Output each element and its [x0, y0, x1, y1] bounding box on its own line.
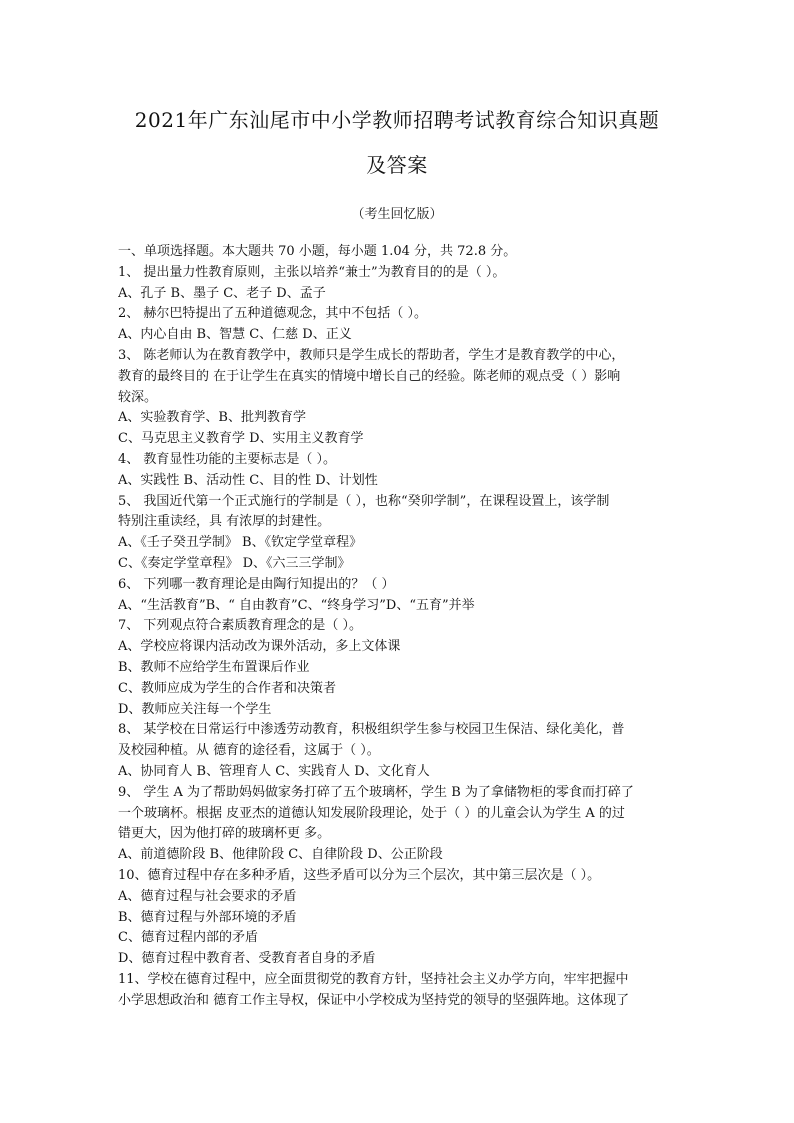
text-line: C、《奏定学堂章程》 D、《六三三学制》 [118, 555, 351, 571]
text-line: A、孔子 B、墨子 C、老子 D、孟子 [118, 285, 326, 301]
question-text-body [118, 242, 688, 1011]
text-line: C、马克思主义教育学 D、实用主义教育学 [118, 431, 364, 447]
text-line: 7、 下列观点符合素质教育理念的是（ ）。 [118, 618, 363, 634]
text-line: A、《壬子癸丑学制》 B、《钦定学堂章程》 [118, 535, 363, 551]
text-line: C、德育过程内部的矛盾 [118, 930, 258, 946]
text-line: 10、德育过程中存在多种矛盾，这些矛盾可以分为三个层次，其中第三层次是（ ）。 [118, 867, 601, 883]
text-line: B、德育过程与外部环境的矛盾 [118, 909, 297, 925]
text-line: 错更大，因为他打碎的玻璃杯更 多。 [118, 826, 331, 842]
text-line: A、内心自由 B、智慧 C、仁慈 D、正义 [118, 327, 352, 343]
text-line: 11、学校在德育过程中，应全面贯彻党的教育方针，坚持社会主义办学方向，牢牢把握中 [118, 971, 629, 987]
text-line: 6、 下列哪一教育理论是由陶行知提出的？（ ） [118, 576, 395, 592]
text-line: A、“生活教育”B、“ 自由教育”C、“终身学习”D、“五育”并举 [118, 597, 475, 613]
document-title-line-2: 及答案 [366, 153, 428, 177]
text-line: D、德育过程中教育者、受教育者自身的矛盾 [118, 951, 376, 967]
text-line: A、德育过程与社会要求的矛盾 [118, 888, 297, 904]
text-line: A、实践性 B、活动性 C、目的性 D、计划性 [118, 472, 378, 488]
text-line: 3、 陈老师认为在教育教学中，教师只是学生成长的帮助者，学生才是教育教学的中心， [118, 347, 625, 363]
text-line: 及校园种植。从 德育的途径看，这属于（ ）。 [118, 743, 380, 759]
text-line: C、教师应成为学生的合作者和决策者 [118, 680, 336, 696]
text-line: 教育的最终目的 在于让学生在真实的情境中增长自己的经验。陈老师的观点受（ ）影响 [118, 368, 621, 384]
text-line: 1、 提出量力性教育原则，主张以培养“兼士”为教育目的的是（ ）。 [118, 264, 506, 280]
text-line: 一个玻璃杯。根据 皮亚杰的道德认知发展阶段理论，处于（ ）的儿童会认为学生 A 的过 [118, 805, 625, 821]
document-subtitle: （考生回忆版） [351, 207, 443, 222]
text-line: 特别注重读经，具 有浓厚的封建性。 [118, 514, 331, 530]
text-line: A、实验教育学、B、批判教育学 [118, 410, 306, 426]
text-line: 4、 教育显性功能的主要标志是（ ）。 [118, 451, 337, 467]
text-line: 小学思想政治和 德育工作主导权，保证中小学校成为坚持党的领导的坚强阵地。这体现了 [118, 992, 630, 1008]
section-heading: 一、单项选择题。本大题共 70 小题，每小题 1.04 分，共 72.8 分。 [118, 244, 517, 259]
document-title-line-1: 2021年广东汕尾市中小学教师招聘考试教育综合知识真题 [134, 108, 660, 132]
text-line: 2、 赫尔巴特提出了五种道德观念，其中不包括（ ）。 [118, 306, 428, 322]
text-line: B、教师不应给学生布置课后作业 [118, 659, 310, 675]
text-line: 9、 学生 A 为了帮助妈妈做家务打碎了五个玻璃杯，学生 B 为了拿储物柜的零食而打碎了 [118, 784, 634, 800]
text-line: 5、 我国近代第一个正式施行的学制是（ ），也称“癸卯学制”，在课程设置上，该学制 [118, 493, 610, 509]
text-line: D、教师应关注每一个学生 [118, 701, 272, 717]
text-line: A、协同育人 B、管理育人 C、实践育人 D、文化育人 [118, 763, 430, 779]
text-line: 8、 某学校在日常运行中渗透劳动教育，积极组织学生参与校园卫生保洁、绿化美化，普 [118, 722, 625, 738]
text-line: A、前道德阶段 B、他律阶段 C、自律阶段 D、公正阶段 [118, 847, 443, 863]
text-line: A、学校应将课内活动改为课外活动，多上文体课 [118, 639, 401, 655]
text-line: 较深。 [118, 389, 158, 405]
